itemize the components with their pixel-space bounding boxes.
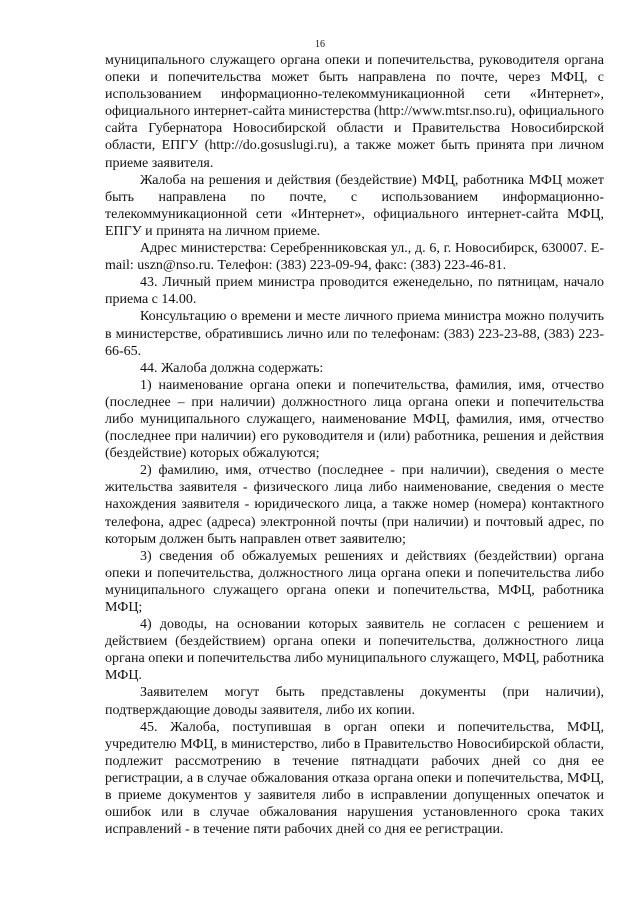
paragraph-item-44: 44. Жалоба должна содержать: bbox=[140, 360, 324, 376]
list-item-4: 4) доводы, на основании которых заявитель не согласен с решением и действием (бездействием) органа опеки и попечительства, должностного лица органа опеки и попечительства либо муниципального служащего, МФЦ, работника МФЦ. bbox=[105, 617, 604, 684]
paragraph-consultation: Консультацию о времени и месте личного приема министра можно получить в министерстве, обратившись лично или по телефонам: (383) 223-23-88, (383) 223-66-65. bbox=[105, 309, 604, 359]
list-item-3: 3) сведения об обжалуемых решениях и действиях (бездействии) органа опеки и попечительства, должностного лица органа опеки и попечительства либо муниципального служащего органа опеки и попечительства, МФЦ, работника МФЦ; bbox=[105, 548, 604, 615]
paragraph-continuation: муниципального служащего органа опеки и попечительства, руководителя органа опеки и попечительства может быть направлена по почте, через МФЦ, с использованием информационно-телекоммуникационной сети «Интернет», официального интернет-сайта министерства (http://www.mtsr.nso.ru), официального сайта Губернатора Новосибирской области и Правительства Новосибирской области, ЕПГУ (http://do.gosuslugi.ru), а также может быть принята при личном приеме заявителя. bbox=[105, 53, 604, 171]
paragraph-documents: Заявителем могут быть представлены документы (при наличии), подтверждающие доводы заявителя, либо их копии. bbox=[105, 685, 604, 718]
list-item-2: 2) фамилию, имя, отчество (последнее - при наличии), сведения о месте жительства заявителя - физического лица либо наименование, сведения о месте нахождения заявителя - юридического лица, а также номер (номера) контактного телефона, адрес (адреса) электронной почты (при наличии) и почтовый адрес, по которым должен быть направлен ответ заявителю; bbox=[105, 463, 604, 547]
paragraph-item-45: 45. Жалоба, поступившая в орган опеки и попечительства, МФЦ, учредителю МФЦ, в министерство, либо в Правительство Новосибирской области, подлежит рассмотрению в течение пятнадцати рабочих дней со дня ее регистрации, а в случае обжалования отказа органа опеки и попечительства, МФЦ, в приеме документов у заявителя либо в исправлении допущенных опечаток и ошибок или в случае обжалования нарушения установленного срока таких исправлений - в течение пяти рабочих дней со дня ее регистрации. bbox=[105, 719, 604, 838]
page-number: 16 bbox=[315, 39, 325, 50]
paragraph-ministry-address: Адрес министерства: Серебренниковская ул., д. 6, г. Новосибирск, 630007. E-mail: uszn@nso.ru. Телефон: (383) 223-09-94, факс: (383) 223-46-81. bbox=[105, 241, 604, 274]
list-item-1: 1) наименование органа опеки и попечительства, фамилия, имя, отчество (последнее – при наличии) должностного лица органа опеки и попечительства либо муниципального служащего, наименование МФЦ, фамилия, имя, отчество (последнее при наличии) его руководителя и (или) работника, решения и действия (бездействие) которых обжалуются; bbox=[105, 377, 604, 462]
paragraph-mfc-complaint: Жалоба на решения и действия (бездействие) МФЦ, работника МФЦ может быть направлена по почте, с использованием информационно-телекоммуникационной сети «Интернет», официального интернет-сайта МФЦ, ЕПГУ и принята на личном приеме. bbox=[105, 172, 604, 239]
document-body bbox=[105, 52, 604, 838]
paragraph-item-43: 43. Личный прием министра проводится еженедельно, по пятницам, начало приема с 14.00. bbox=[105, 275, 604, 308]
